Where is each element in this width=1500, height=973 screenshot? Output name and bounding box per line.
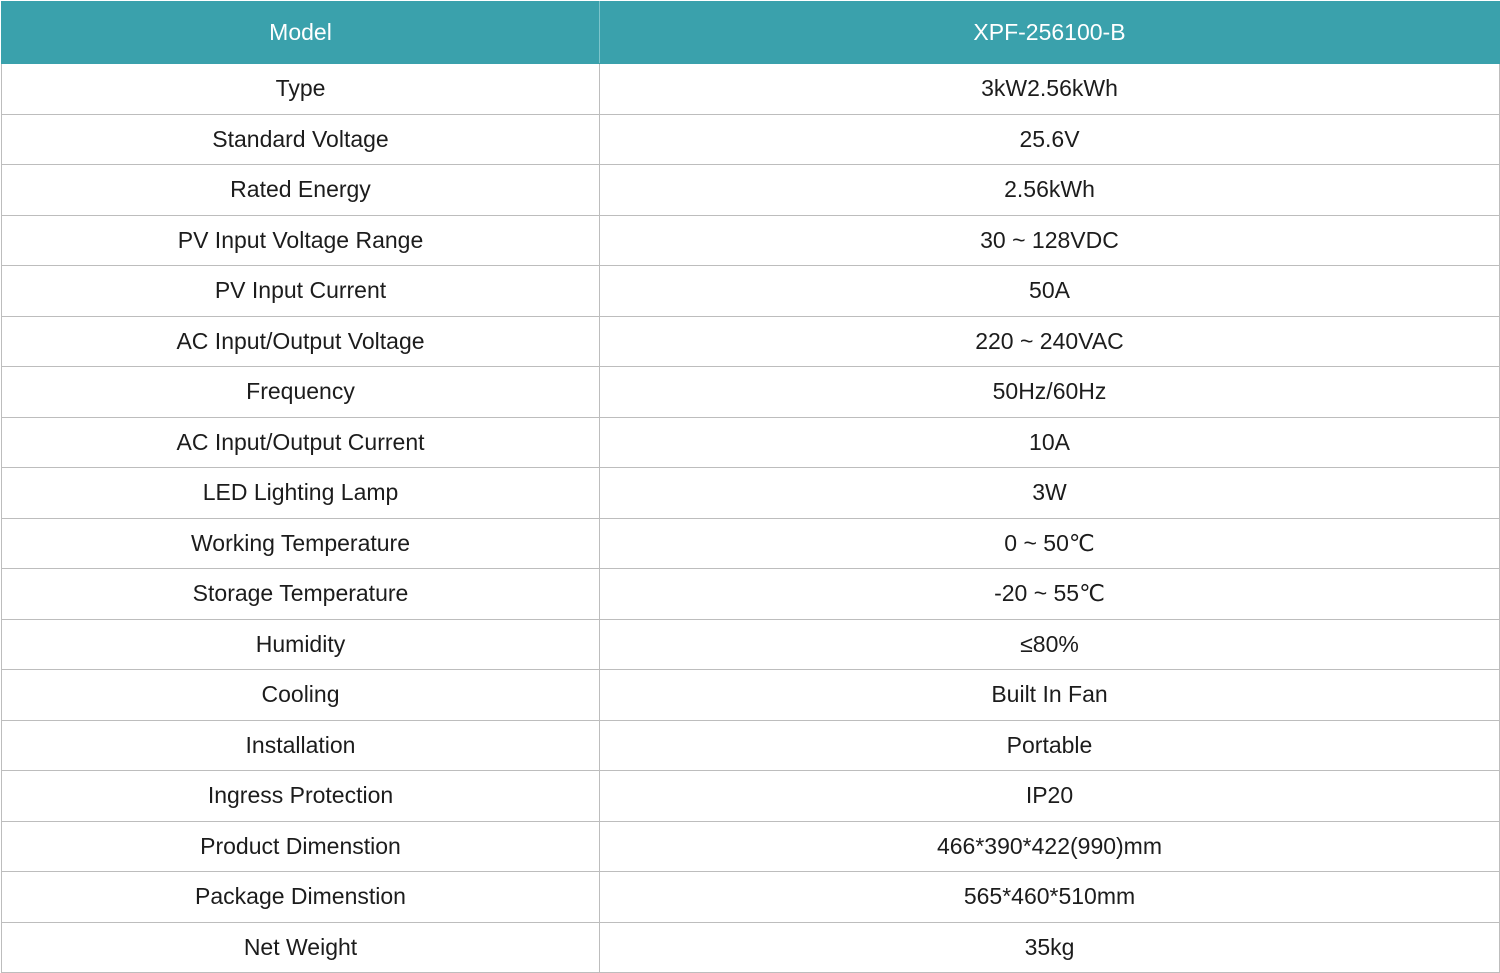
spec-value-cell: -20 ~ 55℃ [600, 569, 1500, 620]
header-model-value-cell: XPF-256100-B [600, 2, 1500, 64]
spec-value-cell: ≤80% [600, 619, 1500, 670]
table-row [2, 215, 1500, 266]
spec-label-cell: Product Dimenstion [2, 821, 600, 872]
spec-label-cell: PV Input Current [2, 266, 600, 317]
table-row [2, 922, 1500, 973]
table-row [2, 64, 1500, 115]
spec-label-cell: Working Temperature [2, 518, 600, 569]
spec-value-cell: 466*390*422(990)mm [600, 821, 1500, 872]
spec-table-header [2, 2, 1500, 64]
table-row [2, 417, 1500, 468]
table-row [2, 872, 1500, 923]
table-row [2, 670, 1500, 721]
spec-label-cell: AC Input/Output Voltage [2, 316, 600, 367]
spec-label-cell: LED Lighting Lamp [2, 468, 600, 519]
spec-label-cell: Package Dimenstion [2, 872, 600, 923]
spec-label-cell: Storage Temperature [2, 569, 600, 620]
spec-value-cell: 3kW2.56kWh [600, 64, 1500, 115]
spec-value-cell: 50A [600, 266, 1500, 317]
table-row [2, 518, 1500, 569]
spec-value-cell: 50Hz/60Hz [600, 367, 1500, 418]
spec-label-cell: Cooling [2, 670, 600, 721]
spec-label-cell: Standard Voltage [2, 114, 600, 165]
table-row [2, 569, 1500, 620]
table-row [2, 316, 1500, 367]
table-row [2, 114, 1500, 165]
table-row [2, 266, 1500, 317]
table-row [2, 771, 1500, 822]
spec-label-cell: PV Input Voltage Range [2, 215, 600, 266]
table-row [2, 619, 1500, 670]
spec-value-cell: 30 ~ 128VDC [600, 215, 1500, 266]
spec-label-cell: AC Input/Output Current [2, 417, 600, 468]
spec-label-cell: Humidity [2, 619, 600, 670]
spec-label-cell: Net Weight [2, 922, 600, 973]
spec-value-cell: 2.56kWh [600, 165, 1500, 216]
table-row [2, 720, 1500, 771]
spec-value-cell: IP20 [600, 771, 1500, 822]
spec-value-cell: 10A [600, 417, 1500, 468]
spec-label-cell: Ingress Protection [2, 771, 600, 822]
spec-table [1, 1, 1500, 973]
spec-value-cell: 220 ~ 240VAC [600, 316, 1500, 367]
table-row [2, 165, 1500, 216]
spec-value-cell: 25.6V [600, 114, 1500, 165]
spec-value-cell: 35kg [600, 922, 1500, 973]
table-row [2, 821, 1500, 872]
spec-value-cell: 565*460*510mm [600, 872, 1500, 923]
spec-value-cell: Portable [600, 720, 1500, 771]
header-row [2, 2, 1500, 64]
spec-value-cell: 3W [600, 468, 1500, 519]
header-label-cell: Model [2, 2, 600, 64]
spec-table-body [2, 64, 1500, 973]
table-row [2, 468, 1500, 519]
spec-label-cell: Rated Energy [2, 165, 600, 216]
spec-label-cell: Installation [2, 720, 600, 771]
spec-value-cell: Built In Fan [600, 670, 1500, 721]
spec-value-cell: 0 ~ 50℃ [600, 518, 1500, 569]
table-row [2, 367, 1500, 418]
spec-label-cell: Frequency [2, 367, 600, 418]
spec-label-cell: Type [2, 64, 600, 115]
